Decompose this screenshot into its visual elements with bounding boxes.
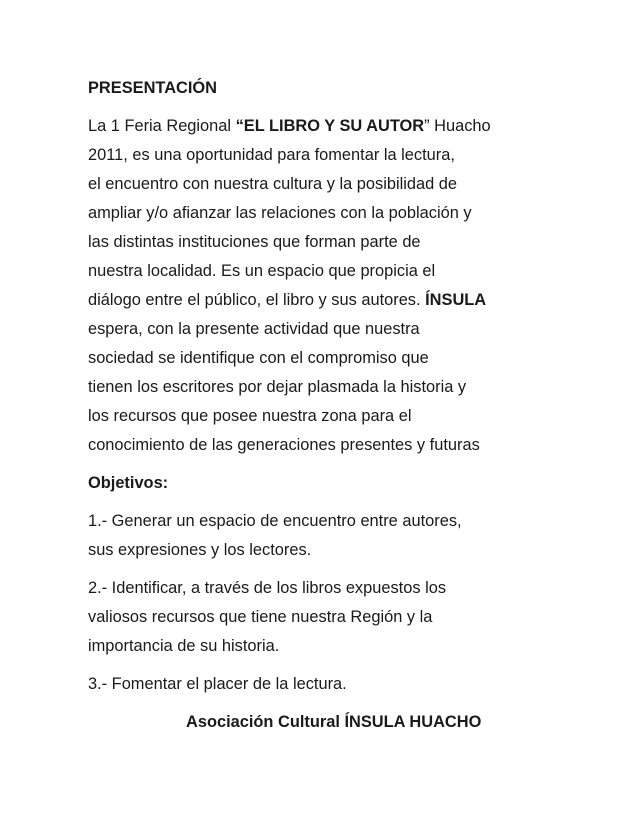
intro-line-12: conocimiento de las generaciones presentes y futuras: [88, 436, 480, 454]
objective-2: [88, 574, 568, 661]
intro-line-11: los recursos que posee nuestra zona para el: [88, 407, 412, 425]
objectives-heading: Objetivos:: [88, 474, 169, 492]
signature: Asociación Cultural ÍNSULA HUACHO: [186, 713, 482, 731]
intro-line-10: tienen los escritores por dejar plasmada la historia y: [88, 378, 467, 396]
objective-2-line-1: 2.- Identificar, a través de los libros expuestos los: [88, 579, 447, 597]
intro-line-3: el encuentro con nuestra cultura y la posibilidad de: [88, 175, 458, 193]
objective-3-line-1: 3.- Fomentar el placer de la lectura.: [88, 675, 347, 693]
intro-line-9: sociedad se identifique con el compromiso que: [88, 349, 429, 367]
intro-line-5: las distintas instituciones que forman parte de: [88, 233, 421, 251]
objective-1-line-2: sus expresiones y los lectores.: [88, 541, 312, 559]
objective-1-line-1: 1.- Generar un espacio de encuentro entre autores,: [88, 512, 462, 530]
intro-line-7: diálogo entre el público, el libro y sus autores. ÍNSULA: [88, 291, 487, 309]
objective-1: [88, 507, 568, 565]
presentation-heading: PRESENTACIÓN: [88, 79, 218, 97]
intro-line-6: nuestra localidad. Es un espacio que propicia el: [88, 262, 436, 280]
intro-line-1: La 1 Feria Regional “EL LIBRO Y SU AUTOR” Huacho: [88, 117, 491, 135]
objective-2-line-3: importancia de su historia.: [88, 637, 280, 655]
intro-line-2: 2011, es una oportunidad para fomentar la lectura,: [88, 146, 455, 164]
objective-2-line-2: valiosos recursos que tiene nuestra Región y la: [88, 608, 433, 626]
objective-3: [88, 670, 568, 699]
intro-line-4: ampliar y/o afianzar las relaciones con la población y: [88, 204, 472, 222]
intro-line-8: espera, con la presente actividad que nuestra: [88, 320, 420, 338]
intro-paragraph: [88, 112, 568, 460]
event-title: “EL LIBRO Y SU AUTOR: [235, 117, 425, 135]
insula-name: ÍNSULA: [425, 291, 487, 309]
document-body: [88, 74, 568, 737]
